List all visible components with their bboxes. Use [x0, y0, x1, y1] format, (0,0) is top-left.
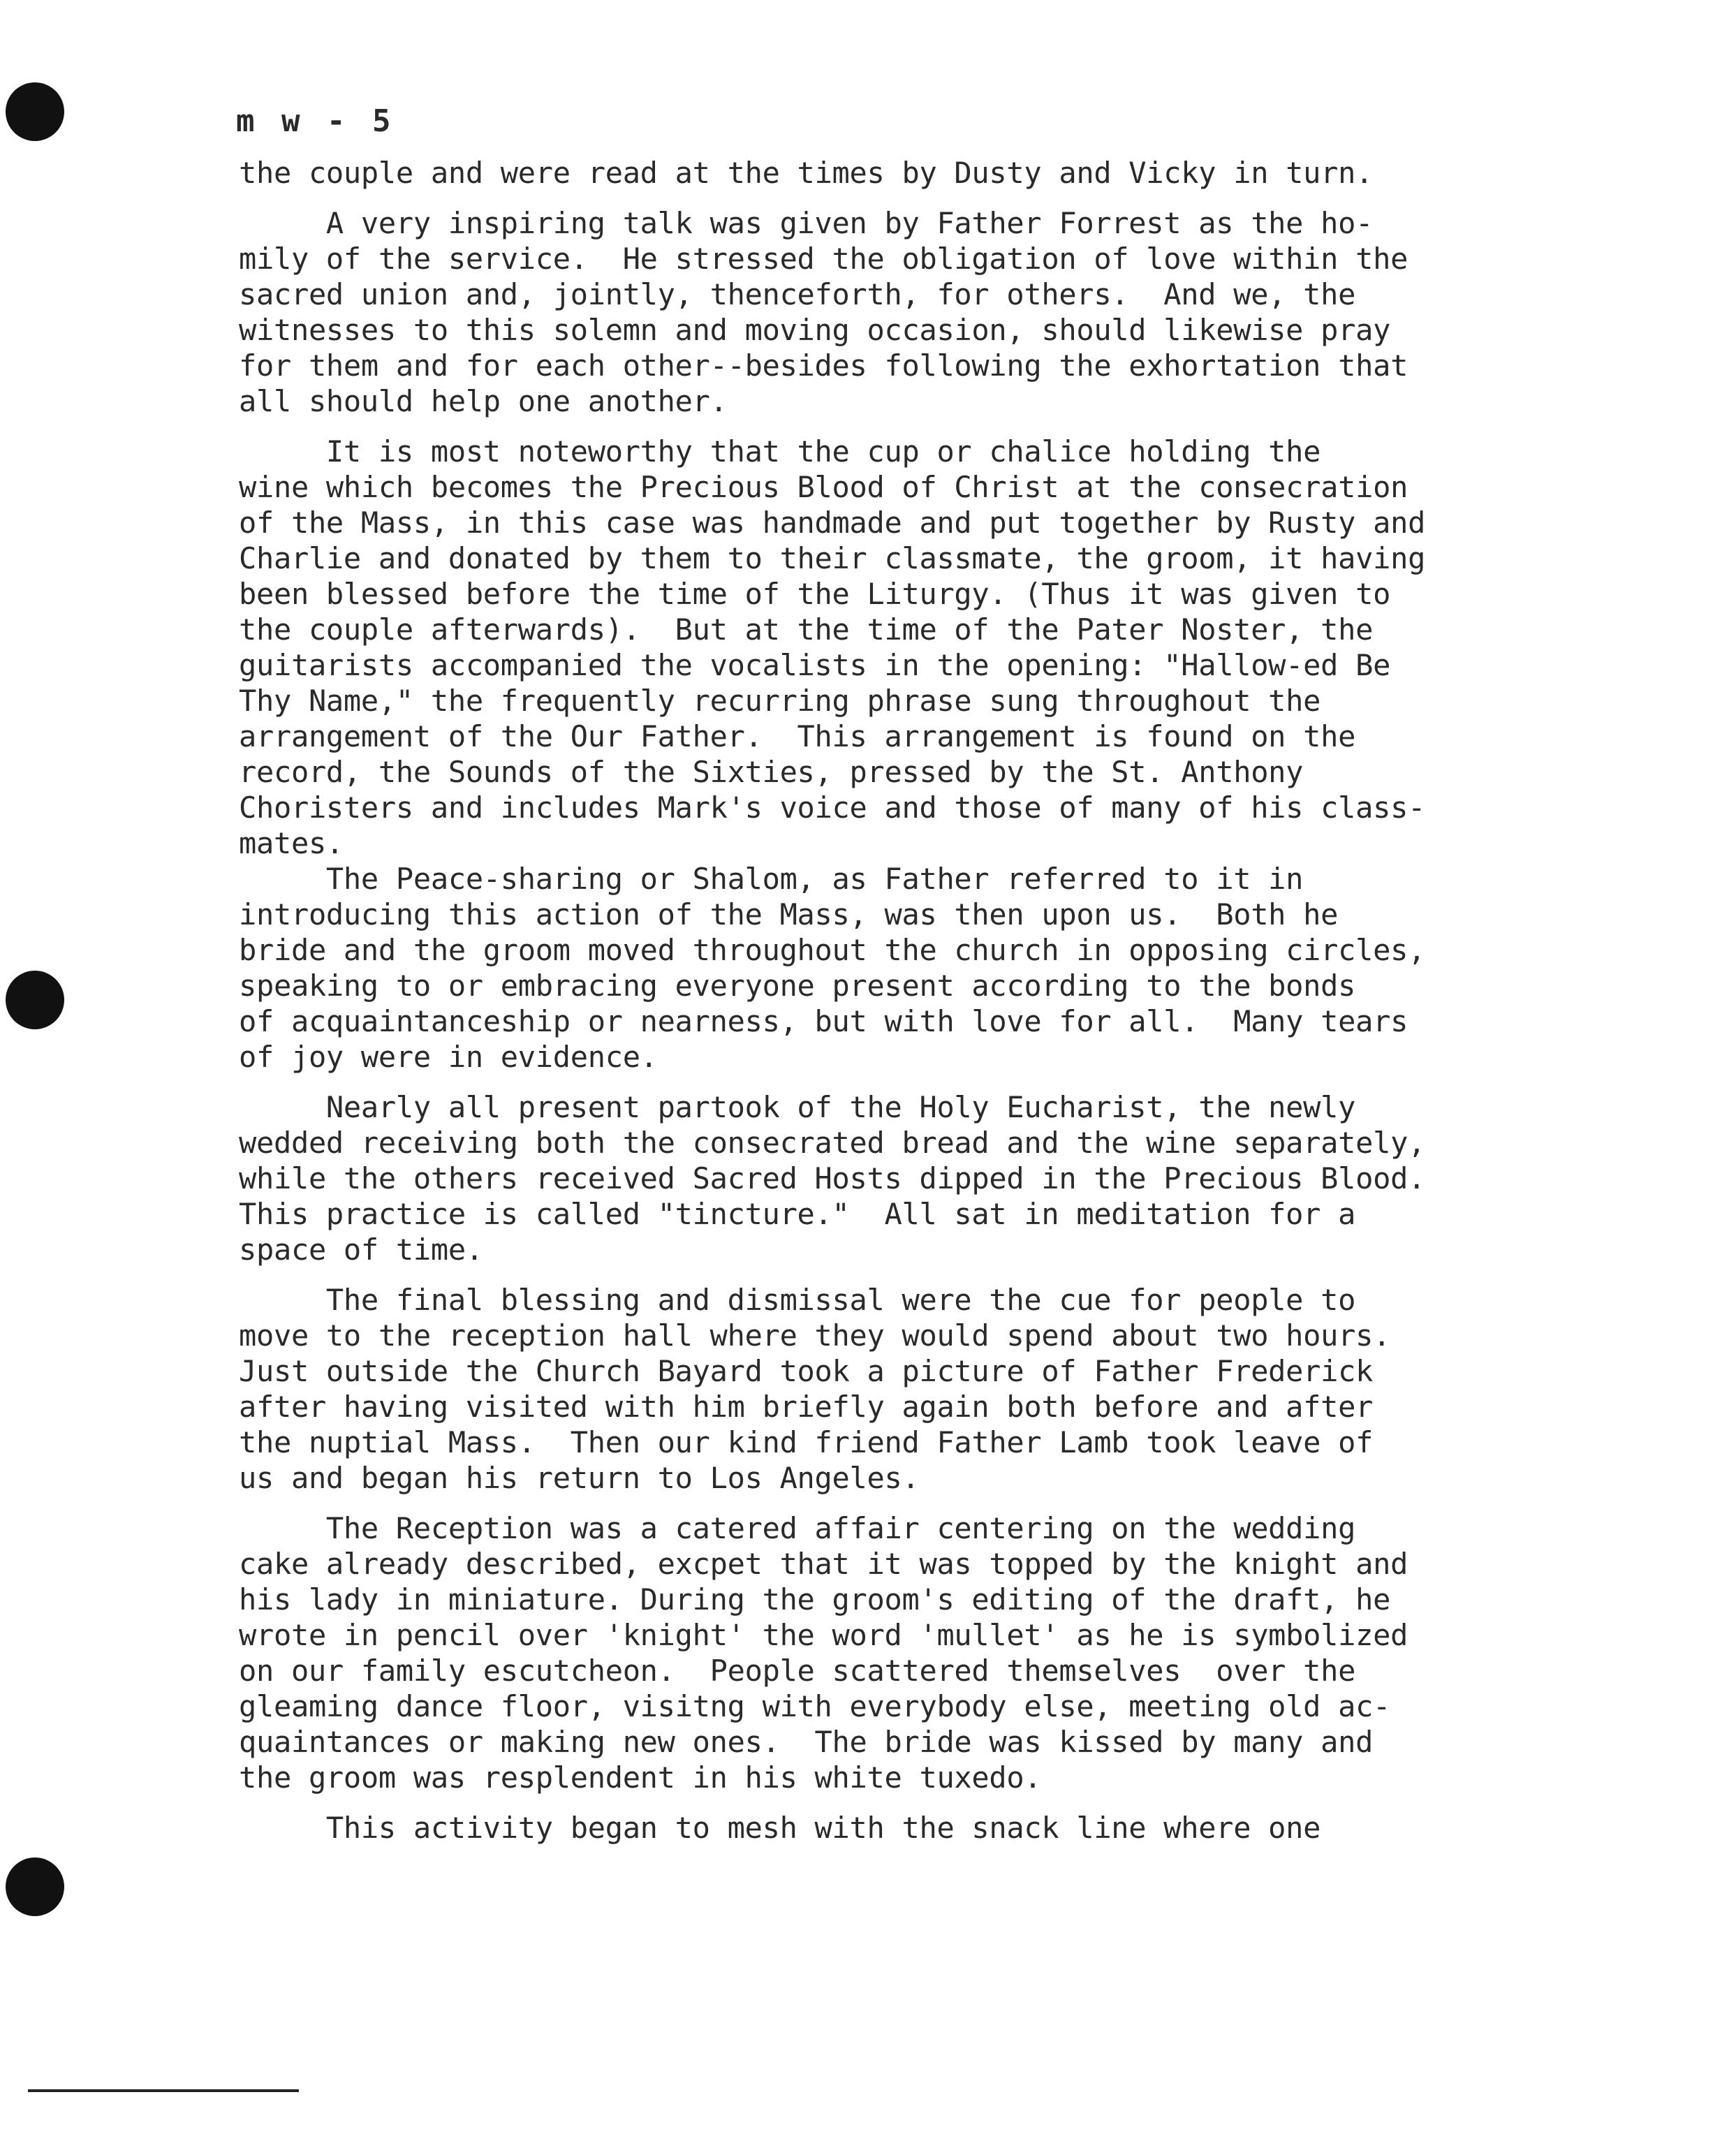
punch-hole-top: [6, 82, 64, 141]
paragraph: [239, 205, 1517, 419]
text-line: of the Mass, in this case was handmade and put together by Rusty and: [239, 506, 1426, 540]
text-line: while the others received Sacred Hosts dipped in the Precious Blood.: [239, 1161, 1426, 1195]
paragraph: [239, 1089, 1517, 1267]
text-line: The final blessing and dismissal were the cue for people to: [239, 1283, 1356, 1317]
text-line: after having visited with him briefly again both before and after: [239, 1390, 1374, 1424]
paragraph: [239, 861, 1517, 1075]
text-line: It is most noteworthy that the cup or chalice holding the: [239, 434, 1321, 469]
text-line: The Peace-sharing or Shalom, as Father referred to it in: [239, 862, 1304, 896]
punch-hole-middle: [6, 971, 64, 1029]
text-line: sacred union and, jointly, thenceforth, for others. And we, the: [239, 277, 1356, 311]
text-line: bride and the groom moved throughout the church in opposing circles,: [239, 933, 1426, 967]
text-line: wine which becomes the Precious Blood of Christ at the consecration: [239, 470, 1408, 504]
text-line: of acquaintanceship or nearness, but with love for all. Many tears: [239, 1004, 1408, 1038]
paragraph: [239, 155, 1517, 191]
text-line: arrangement of the Our Father. This arrangement is found on the: [239, 719, 1356, 753]
text-line: the couple and were read at the times by Dusty and Vicky in turn.: [239, 156, 1374, 190]
text-line: wrote in pencil over 'knight' the word 'mullet' as he is symbolized: [239, 1618, 1408, 1652]
text-line: introducing this action of the Mass, was then upon us. Both he: [239, 897, 1339, 932]
document-body: [239, 155, 1517, 1860]
text-line: the couple afterwards). But at the time of the Pater Noster, the: [239, 612, 1374, 647]
text-line: The Reception was a catered affair centering on the wedding: [239, 1511, 1356, 1545]
text-line: of joy were in evidence.: [239, 1040, 658, 1074]
text-line: us and began his return to Los Angeles.: [239, 1461, 920, 1495]
text-line: been blessed before the time of the Liturgy. (Thus it was given to: [239, 577, 1391, 611]
text-line: mily of the service. He stressed the obligation of love within the: [239, 242, 1408, 276]
text-line: cake already described, excpet that it was topped by the knight and: [239, 1547, 1408, 1581]
text-line: A very inspiring talk was given by Father Forrest as the ho-: [239, 206, 1374, 240]
text-line: move to the reception hall where they would spend about two hours.: [239, 1318, 1391, 1353]
text-line: mates.: [239, 826, 344, 860]
text-line: space of time.: [239, 1232, 483, 1267]
text-line: This practice is called "tincture." All sat in meditation for a: [239, 1197, 1356, 1231]
paragraph: [239, 1810, 1517, 1846]
text-line: Thy Name," the frequently recurring phrase sung throughout the: [239, 684, 1321, 718]
text-line: Just outside the Church Bayard took a picture of Father Frederick: [239, 1354, 1374, 1388]
text-line: the nuptial Mass. Then our kind friend Father Lamb took leave of: [239, 1425, 1374, 1459]
text-line: quaintances or making new ones. The bride was kissed by many and: [239, 1725, 1374, 1759]
text-line: witnesses to this solemn and moving occasion, should likewise pray: [239, 313, 1391, 347]
text-line: wedded receiving both the consecrated bread and the wine separately,: [239, 1126, 1426, 1160]
text-line: for them and for each other--besides following the exhortation that: [239, 348, 1408, 383]
text-line: gleaming dance floor, visitng with everybody else, meeting old ac-: [239, 1689, 1391, 1723]
paragraph: [239, 1282, 1517, 1496]
text-line: all should help one another.: [239, 384, 728, 418]
text-line: his lady in miniature. During the groom's editing of the draft, he: [239, 1582, 1391, 1617]
text-line: Nearly all present partook of the Holy Eucharist, the newly: [239, 1090, 1356, 1124]
text-line: This activity began to mesh with the snack line where one: [239, 1811, 1321, 1845]
punch-hole-bottom: [6, 1857, 64, 1916]
text-line: speaking to or embracing everyone present according to the bonds: [239, 969, 1356, 1003]
text-line: the groom was resplendent in his white tuxedo.: [239, 1760, 1042, 1795]
text-line: Charlie and donated by them to their classmate, the groom, it having: [239, 541, 1426, 575]
text-line: record, the Sounds of the Sixties, pressed by the St. Anthony: [239, 755, 1304, 789]
text-line: Choristers and includes Mark's voice and those of many of his class-: [239, 790, 1426, 825]
paragraph: [239, 434, 1517, 861]
text-line: on our family escutcheon. People scattered themselves over the: [239, 1654, 1356, 1688]
page-identifier: m w - 5: [236, 103, 395, 139]
bottom-rule: [28, 2089, 299, 2092]
text-line: guitarists accompanied the vocalists in the opening: "Hallow-ed Be: [239, 648, 1391, 682]
paragraph: [239, 1510, 1517, 1795]
